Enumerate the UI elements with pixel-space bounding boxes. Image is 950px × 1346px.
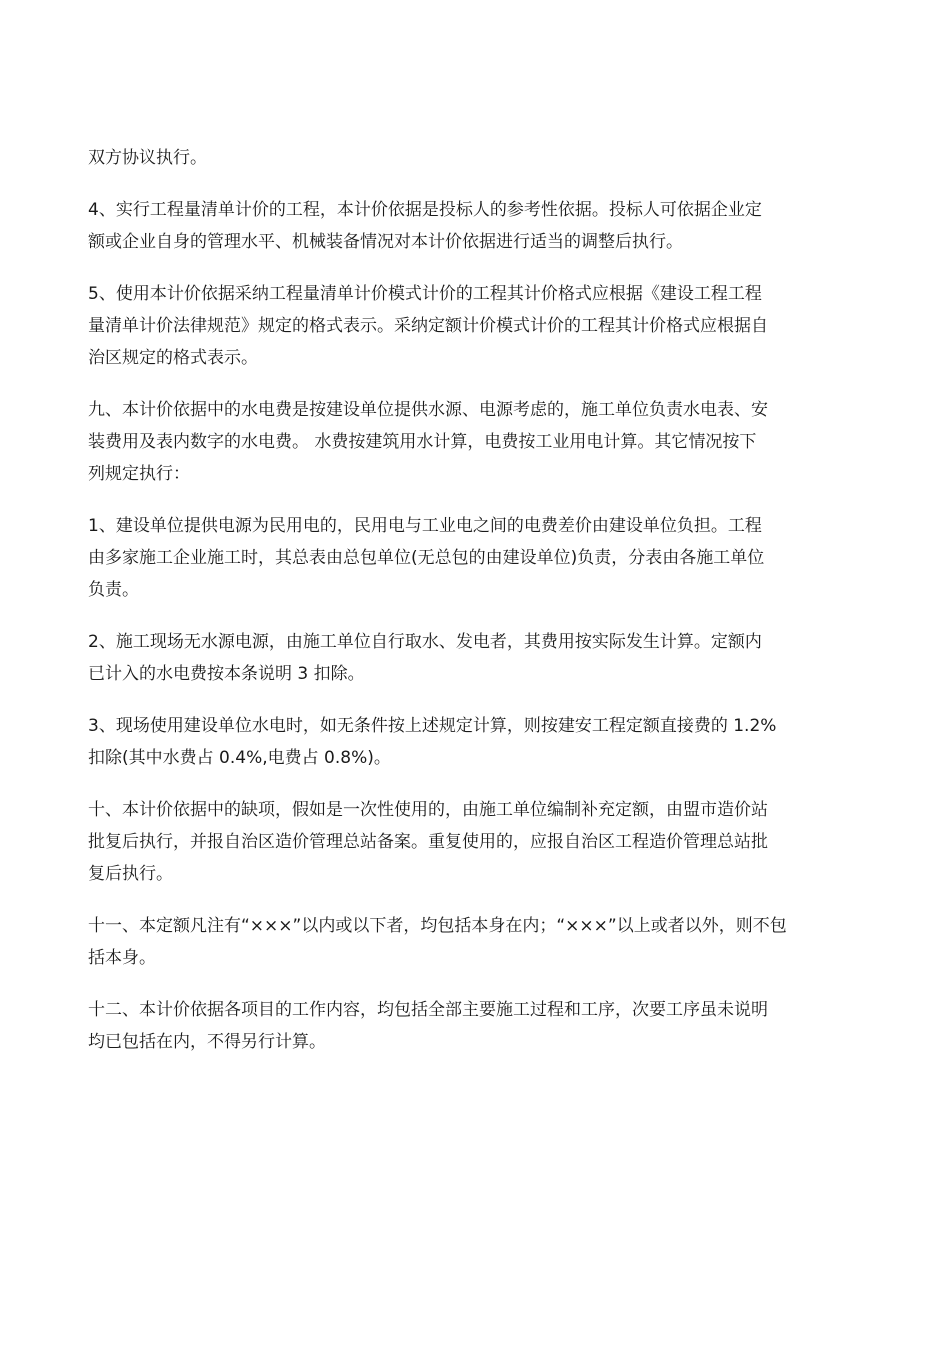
text-line: 批复后执行，并报自治区造价管理总站备案。重复使用的，应报自治区工程造价管理总站批 xyxy=(88,832,768,852)
paragraph-section-9 xyxy=(88,394,868,490)
text-line: 5、使用本计价依据采纳工程量清单计价模式计价的工程其计价格式应根据《建设工程工程 xyxy=(88,284,762,304)
text-line: 括本身。 xyxy=(88,948,156,968)
text-line: 扣除(其中水费占 0.4%,电费占 0.8%)。 xyxy=(88,748,391,768)
paragraph-clause-9-1 xyxy=(88,510,868,606)
text-line: 由多家施工企业施工时，其总表由总包单位(无总包的由建设单位)负责，分表由各施工单位 xyxy=(88,548,765,568)
text-line: 4、实行工程量清单计价的工程，本计价依据是投标人的参考性依据。投标人可依据企业定 xyxy=(88,200,762,220)
text-line: 治区规定的格式表示。 xyxy=(88,348,258,368)
paragraph-section-10 xyxy=(88,794,868,890)
paragraph-clause-9-2 xyxy=(88,626,868,690)
text-line: 列规定执行： xyxy=(88,464,190,484)
text-line: 十二、本计价依据各项目的工作内容，均包括全部主要施工过程和工序，次要工序虽未说明 xyxy=(88,1000,768,1020)
text-line: 1、建设单位提供电源为民用电的，民用电与工业电之间的电费差价由建设单位负担。工程 xyxy=(88,516,762,536)
paragraph-clause-4 xyxy=(88,194,868,258)
text-line: 均已包括在内，不得另行计算。 xyxy=(88,1032,326,1052)
document-body xyxy=(88,142,868,1078)
paragraph-section-12 xyxy=(88,994,868,1058)
text-line: 量清单计价法律规范》规定的格式表示。采纳定额计价模式计价的工程其计价格式应根据自 xyxy=(88,316,768,336)
text-line: 装费用及表内数字的水电费。 水费按建筑用水计算，电费按工业用电计算。其它情况按下 xyxy=(88,432,757,452)
text-line: 十一、本定额凡注有“×××”以内或以下者，均包括本身在内；“×××”以上或者以外，则不包 xyxy=(88,916,787,936)
text-line: 2、施工现场无水源电源，由施工单位自行取水、发电者，其费用按实际发生计算。定额内 xyxy=(88,632,762,652)
paragraph-0 xyxy=(88,142,868,174)
text-line: 已计入的水电费按本条说明 3 扣除。 xyxy=(88,664,365,684)
paragraph-clause-9-3 xyxy=(88,710,868,774)
paragraph-section-11 xyxy=(88,910,868,974)
text-line: 负责。 xyxy=(88,580,139,600)
text-line: 十、本计价依据中的缺项，假如是一次性使用的，由施工单位编制补充定额，由盟市造价站 xyxy=(88,800,768,820)
text-line: 复后执行。 xyxy=(88,864,173,884)
paragraph-clause-5 xyxy=(88,278,868,374)
text-line: 九、本计价依据中的水电费是按建设单位提供水源、电源考虑的，施工单位负责水电表、安 xyxy=(88,400,768,420)
text-line: 双方协议执行。 xyxy=(88,148,207,168)
text-line: 额或企业自身的管理水平、机械装备情况对本计价依据进行适当的调整后执行。 xyxy=(88,232,683,252)
text-line: 3、现场使用建设单位水电时，如无条件按上述规定计算，则按建安工程定额直接费的 1.2% xyxy=(88,716,777,736)
